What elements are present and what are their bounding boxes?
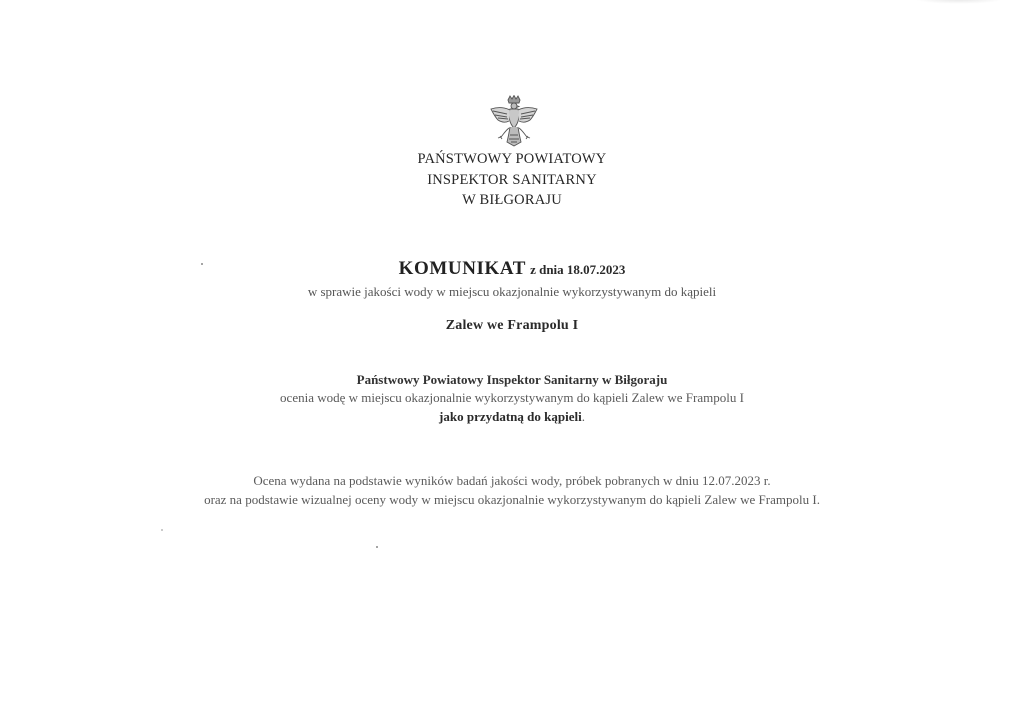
polish-eagle-emblem-icon bbox=[489, 95, 539, 149]
komunikat-heading: KOMUNIKAT bbox=[398, 258, 527, 279]
scan-speck bbox=[201, 263, 203, 265]
scan-speck bbox=[161, 529, 163, 531]
inspector-name: Państwowy Powiatowy Inspektor Sanitarny w Biłgoraju bbox=[356, 372, 668, 387]
verdict: jako przydatną do kąpieli bbox=[439, 409, 582, 424]
office-name-line3: W BIŁGORAJU bbox=[462, 192, 562, 208]
bathing-location: Zalew we Frampolu I bbox=[445, 318, 579, 333]
office-name-line2: INSPEKTOR SANITARNY bbox=[427, 172, 597, 188]
office-name-line1: PAŃSTWOWY POWIATOWY bbox=[417, 151, 607, 167]
basis-line1: Ocena wydana na podstawie wyników badań jakości wody, próbek pobranych w dniu 12.07.2023 r. bbox=[253, 473, 771, 488]
assessment-text: ocenia wodę w miejscu okazjonalnie wykorzystywanym do kąpieli Zalew we Frampolu I bbox=[280, 390, 744, 405]
communique-date: z dnia 18.07.2023 bbox=[530, 262, 626, 277]
scan-speck bbox=[376, 546, 378, 548]
basis-line2: oraz na podstawie wizualnej oceny wody w miejscu okazjonalnie wykorzystywanym do kąpieli Zalew we Frampolu I. bbox=[204, 492, 820, 507]
document-title bbox=[0, 258, 1024, 280]
scan-shadow bbox=[914, 0, 1004, 4]
communique-subject: w sprawie jakości wody w miejscu okazjonalnie wykorzystywanym do kąpieli bbox=[307, 284, 717, 299]
verdict-end: . bbox=[581, 409, 585, 424]
verdict-line bbox=[0, 409, 1024, 425]
